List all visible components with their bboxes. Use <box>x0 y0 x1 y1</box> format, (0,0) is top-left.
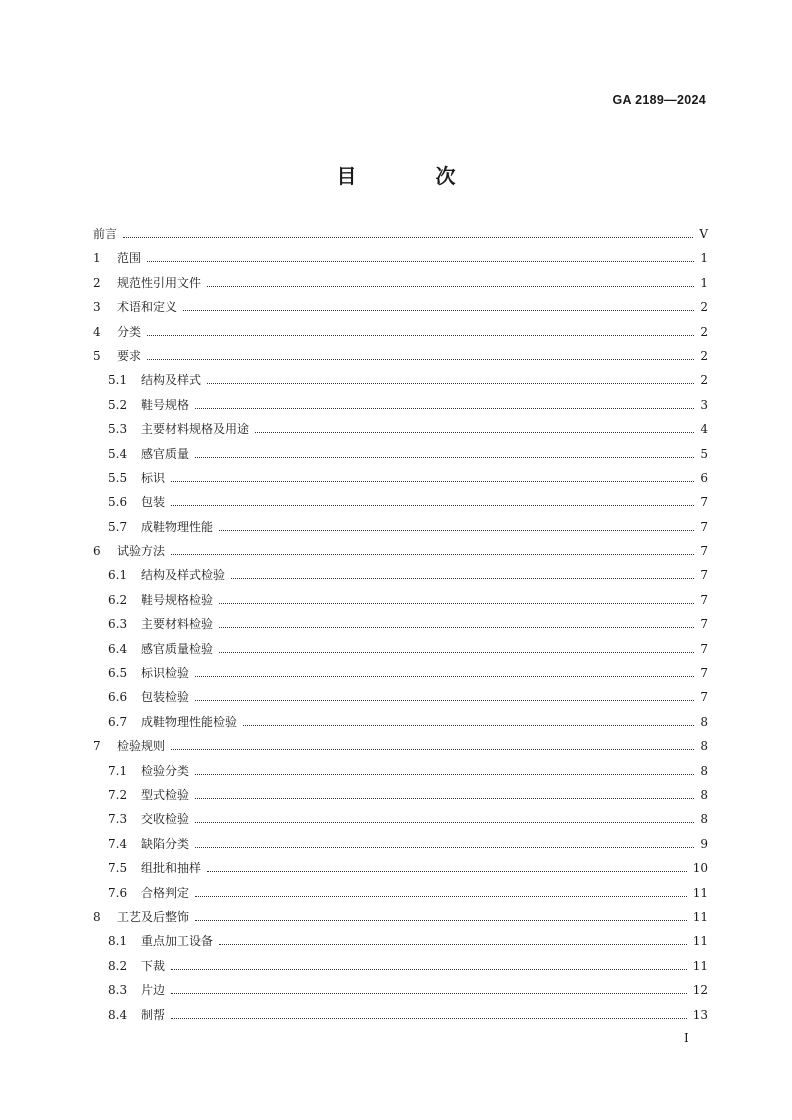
dot-leader <box>195 797 694 799</box>
dot-leader <box>171 992 687 994</box>
dot-leader <box>195 699 694 701</box>
toc-entry-page: 6 <box>700 470 708 485</box>
dot-leader <box>195 821 694 823</box>
dot-leader <box>195 919 687 921</box>
toc-entry-number: 5.2 <box>108 397 128 412</box>
dot-leader <box>195 456 694 458</box>
toc-entry-title: 成鞋物理性能 <box>141 519 214 534</box>
toc-entry[interactable] <box>93 298 708 322</box>
toc-entry-page: 8 <box>700 787 708 802</box>
toc-entry-title: 感官质量 <box>141 446 190 461</box>
toc-entry-number: 8.3 <box>108 983 128 998</box>
toc-entry-title: 范围 <box>117 251 142 266</box>
toc-entry-page: 7 <box>700 690 708 705</box>
toc-entry-page: 8 <box>700 714 708 729</box>
toc-entry-title: 型式检验 <box>141 787 190 802</box>
toc-entry[interactable] <box>93 274 708 298</box>
toc-entry-title: 组批和抽样 <box>141 861 202 876</box>
toc-entry-title: 试验方法 <box>117 544 166 559</box>
toc-entry[interactable] <box>93 249 708 273</box>
toc-entry[interactable] <box>93 518 708 542</box>
toc-entry[interactable] <box>93 859 708 883</box>
toc-entry-number: 6.6 <box>108 690 128 705</box>
toc-entry-number: 4 <box>93 324 101 339</box>
toc-entry-title: 下裁 <box>141 958 166 973</box>
toc-entry-title: 结构及样式 <box>141 373 202 388</box>
toc-entry-page: 7 <box>700 544 708 559</box>
dot-leader <box>219 943 687 945</box>
toc-entry-title: 前言 <box>93 227 118 241</box>
toc-entry-number: 7.1 <box>108 763 128 778</box>
toc-entry-number: 2 <box>93 275 101 290</box>
toc-entry-page: 5 <box>700 446 708 461</box>
toc-entry-number: 6.4 <box>108 641 128 656</box>
toc-entry-page: 1 <box>700 251 708 266</box>
dot-leader <box>171 504 694 506</box>
toc-entry-page: 11 <box>692 958 708 973</box>
toc-entry-number: 5.7 <box>108 519 128 534</box>
page-number: I <box>684 1031 689 1045</box>
toc-entry-page: 1 <box>700 275 708 290</box>
toc-entry-title: 合格判定 <box>141 885 190 900</box>
toc-entry-page: 3 <box>700 397 708 412</box>
toc-entry-title: 规范性引用文件 <box>117 275 202 290</box>
toc-entry[interactable] <box>93 1006 708 1030</box>
toc-entry-page: 7 <box>700 592 708 607</box>
dot-leader <box>219 626 694 628</box>
toc-entry[interactable] <box>93 591 708 615</box>
toc-entry-title: 包装 <box>141 495 166 510</box>
toc-entry-page: 11 <box>692 934 708 949</box>
toc-entry[interactable] <box>93 932 708 956</box>
toc-entry[interactable] <box>93 396 708 420</box>
toc-entry-title: 鞋号规格检验 <box>141 592 214 607</box>
toc-entry-number: 6 <box>93 544 101 559</box>
toc-entry-page: 8 <box>700 739 708 754</box>
toc-entry[interactable] <box>93 445 708 469</box>
toc-entry-page: 7 <box>700 641 708 656</box>
dot-leader <box>171 553 694 555</box>
toc-entry-number: 5.6 <box>108 495 128 510</box>
toc-entry[interactable] <box>93 737 708 761</box>
toc-entry-number: 5.1 <box>108 373 128 388</box>
toc-entry-number: 8.4 <box>108 1007 128 1022</box>
dot-leader <box>147 334 694 336</box>
toc-entry-number: 7.6 <box>108 885 128 900</box>
toc-entry[interactable] <box>93 786 708 810</box>
toc-entry-page: 4 <box>700 422 708 437</box>
toc-entry-title: 缺陷分类 <box>141 836 190 851</box>
dot-leader <box>171 748 694 750</box>
dot-leader <box>243 724 694 726</box>
dot-leader <box>147 260 694 262</box>
toc-entry[interactable] <box>93 835 708 859</box>
toc-entry-number: 6.2 <box>108 592 128 607</box>
toc-entry-page: 13 <box>692 1007 708 1022</box>
toc-entry-page: 12 <box>692 983 708 998</box>
toc-entry-number: 7.5 <box>108 861 128 876</box>
toc-entry-title: 交收检验 <box>141 812 190 827</box>
toc-entry-title: 成鞋物理性能检验 <box>141 714 238 729</box>
toc-entry-title: 结构及样式检验 <box>141 568 226 583</box>
toc-entry-number: 3 <box>93 300 101 315</box>
toc-entry-title: 鞋号规格 <box>141 397 190 412</box>
toc-entry-number: 7.2 <box>108 787 128 802</box>
toc-entry-title: 主要材料检验 <box>141 617 214 632</box>
toc-entry-title: 重点加工设备 <box>141 934 214 949</box>
toc-entry[interactable] <box>93 347 708 371</box>
toc-entry-title: 制帮 <box>141 1007 166 1022</box>
toc-title: 目 次 <box>336 164 492 188</box>
toc-entry-title: 术语和定义 <box>117 300 178 315</box>
dot-leader <box>195 675 694 677</box>
toc-entry-number: 6.3 <box>108 617 128 632</box>
table-of-contents <box>93 225 708 1030</box>
toc-entry[interactable] <box>93 810 708 834</box>
toc-entry-page: 8 <box>700 763 708 778</box>
dot-leader <box>195 846 694 848</box>
toc-entry-title: 工艺及后整饰 <box>117 909 190 924</box>
toc-entry-title: 感官质量检验 <box>141 641 214 656</box>
dot-leader <box>183 309 694 311</box>
toc-entry[interactable] <box>93 371 708 395</box>
dot-leader <box>123 236 693 238</box>
toc-entry-number: 7.4 <box>108 836 128 851</box>
toc-entry[interactable] <box>93 957 708 981</box>
toc-entry-page: 7 <box>700 568 708 583</box>
toc-entry-page: 10 <box>692 861 708 876</box>
toc-entry[interactable] <box>93 713 708 737</box>
toc-entry[interactable] <box>93 323 708 347</box>
toc-entry-title: 标识 <box>141 470 166 485</box>
dot-leader <box>219 529 694 531</box>
toc-entry[interactable] <box>93 493 708 517</box>
toc-entry-title: 检验分类 <box>141 763 190 778</box>
toc-entry-title: 标识检验 <box>141 666 190 681</box>
toc-entry-page: 2 <box>700 373 708 388</box>
toc-entry-number: 8.2 <box>108 958 128 973</box>
toc-entry-number: 6.7 <box>108 714 128 729</box>
toc-entry-page: 2 <box>700 300 708 315</box>
toc-entry-page: 11 <box>692 885 708 900</box>
toc-entry-number: 8.1 <box>108 934 128 949</box>
toc-entry-number: 7 <box>93 739 101 754</box>
dot-leader <box>195 773 694 775</box>
dot-leader <box>195 895 687 897</box>
toc-entry-page: 7 <box>700 617 708 632</box>
dot-leader <box>207 870 687 872</box>
toc-entry-number: 5.5 <box>108 470 128 485</box>
toc-entry-number: 5.3 <box>108 422 128 437</box>
toc-entry[interactable] <box>93 542 708 566</box>
toc-entry-page: 9 <box>700 836 708 851</box>
toc-entry[interactable] <box>93 225 708 249</box>
toc-entry[interactable] <box>93 566 708 590</box>
dot-leader <box>171 480 694 482</box>
toc-entry[interactable] <box>93 664 708 688</box>
toc-entry-number: 7.3 <box>108 812 128 827</box>
toc-entry-number: 6.5 <box>108 666 128 681</box>
dot-leader <box>219 651 694 653</box>
toc-entry-number: 1 <box>93 251 101 266</box>
dot-leader <box>171 1017 687 1019</box>
toc-entry[interactable] <box>93 469 708 493</box>
toc-entry-page: 2 <box>700 348 708 363</box>
dot-leader <box>171 968 687 970</box>
dot-leader <box>231 577 694 579</box>
toc-entry[interactable] <box>93 640 708 664</box>
toc-entry[interactable] <box>93 908 708 932</box>
document-code: GA 2189—2024 <box>612 93 706 107</box>
toc-entry-title: 片边 <box>141 983 166 998</box>
dot-leader <box>207 382 694 384</box>
dot-leader <box>219 602 694 604</box>
dot-leader <box>207 285 694 287</box>
toc-entry-title: 分类 <box>117 324 142 339</box>
toc-entry-page: 8 <box>700 812 708 827</box>
dot-leader <box>147 358 694 360</box>
toc-entry-page: 7 <box>700 495 708 510</box>
toc-entry[interactable] <box>93 615 708 639</box>
toc-entry[interactable] <box>93 981 708 1005</box>
toc-entry-page: 7 <box>700 666 708 681</box>
toc-entry-number: 8 <box>93 909 101 924</box>
toc-entry-number: 5 <box>93 348 101 363</box>
toc-entry-number: 5.4 <box>108 446 128 461</box>
toc-entry-title: 要求 <box>117 348 142 363</box>
toc-entry[interactable] <box>93 420 708 444</box>
toc-entry[interactable] <box>93 884 708 908</box>
toc-entry-title: 包装检验 <box>141 690 190 705</box>
toc-entry-title: 主要材料规格及用途 <box>141 422 250 437</box>
dot-leader <box>195 407 694 409</box>
toc-entry[interactable] <box>93 762 708 786</box>
dot-leader <box>255 431 694 433</box>
toc-entry-page: 11 <box>692 909 708 924</box>
toc-entry-page: 2 <box>700 324 708 339</box>
toc-entry[interactable] <box>93 688 708 712</box>
toc-entry-number: 6.1 <box>108 568 128 583</box>
toc-entry-page: V <box>699 227 708 241</box>
toc-entry-title: 检验规则 <box>117 739 166 754</box>
toc-entry-page: 7 <box>700 519 708 534</box>
